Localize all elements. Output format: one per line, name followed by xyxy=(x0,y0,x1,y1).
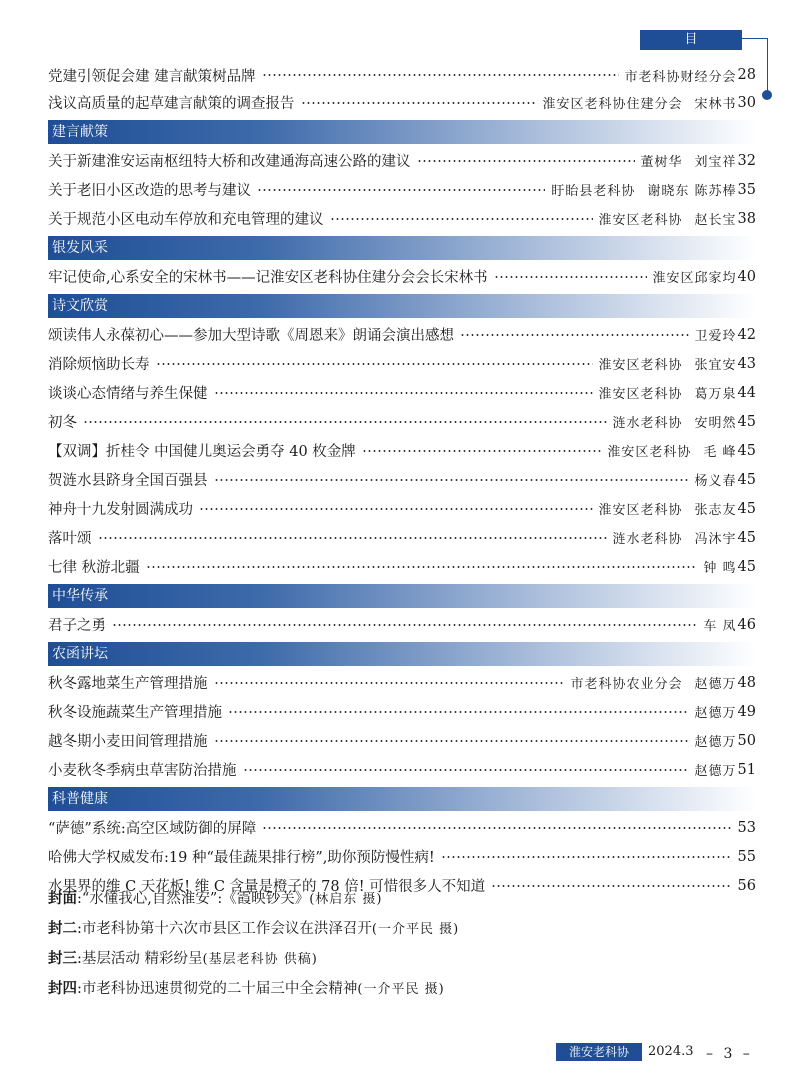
cover-caption xyxy=(48,914,756,944)
tab-connector-horizontal xyxy=(742,38,768,39)
section-heading: 中华传承 xyxy=(48,584,756,608)
toc-entry[interactable] xyxy=(48,262,756,291)
cover-label: 封二 xyxy=(48,921,77,937)
entry-page-number: 45 xyxy=(737,442,756,459)
entry-author: 谢晓东 陈苏棒 xyxy=(647,184,737,199)
entry-author: 赵德万 xyxy=(694,706,737,721)
entry-title: 关于新建淮安运南枢纽特大桥和改建通海高速公路的建议 xyxy=(48,154,411,170)
entry-title: 君子之勇 xyxy=(48,618,106,634)
entry-title: 关于老旧小区改造的思考与建议 xyxy=(48,183,251,199)
entry-page-number: 56 xyxy=(737,877,756,894)
toc-entry[interactable] xyxy=(48,349,756,378)
dot-leader xyxy=(262,827,730,829)
entry-page-number: 46 xyxy=(737,616,756,633)
dot-leader xyxy=(301,102,537,104)
dot-leader xyxy=(330,218,593,220)
entry-author: 卫爱玲 xyxy=(694,329,737,344)
entry-page-number: 35 xyxy=(737,181,756,198)
cover-text: :市老科协第十六次市县区工作会议在洪泽召开 xyxy=(77,921,372,937)
entry-title: 秋冬露地菜生产管理措施 xyxy=(48,676,208,692)
dot-leader xyxy=(214,682,565,684)
footer-page-number: – 3 – xyxy=(706,1046,753,1062)
dot-leader xyxy=(228,711,689,713)
entry-author: 张志友 xyxy=(694,503,737,518)
entry-author: 安明然 xyxy=(694,416,737,431)
entry-page-number: 45 xyxy=(737,413,756,430)
entry-author: 淮安区邱家均 xyxy=(652,271,737,286)
dot-leader xyxy=(214,479,689,481)
entry-page-number: 43 xyxy=(737,355,756,372)
toc-entry[interactable] xyxy=(48,813,756,842)
entry-title: 神舟十九发射圆满成功 xyxy=(48,502,193,518)
toc-entry[interactable] xyxy=(48,842,756,871)
dot-leader xyxy=(243,769,689,771)
toc-entry[interactable] xyxy=(48,146,756,175)
cover-text: :市老科协迅速贯彻党的二十届三中全会精神 xyxy=(77,981,358,997)
section-heading: 建言献策 xyxy=(48,120,756,144)
toc-entry[interactable] xyxy=(48,697,756,726)
entry-org: 董树华 xyxy=(640,155,683,170)
entry-title: 贺涟水县跻身全国百强县 xyxy=(48,473,208,489)
entry-page-number: 49 xyxy=(737,703,756,720)
toc-entry[interactable] xyxy=(48,436,756,465)
cover-credit: (基层老科协 供稿) xyxy=(202,952,318,967)
entry-author: 车 凤 xyxy=(703,619,737,634)
toc-label: 目 录 xyxy=(640,30,742,50)
section-heading: 农函讲坛 xyxy=(48,642,756,666)
footer-journal: 淮安老科协 xyxy=(556,1043,642,1061)
toc-entry[interactable] xyxy=(48,552,756,581)
cover-caption xyxy=(48,944,756,974)
cover-credit: (一介平民 摄) xyxy=(371,922,460,937)
entry-author: 葛万泉 xyxy=(694,387,737,402)
entry-author: 钟 鸣 xyxy=(703,561,737,576)
entry-author: 张宜安 xyxy=(694,358,737,373)
toc-entry[interactable] xyxy=(48,465,756,494)
entry-author: 市老科协财经分会 xyxy=(624,69,737,85)
entry-page-number: 50 xyxy=(737,732,756,749)
entry-page-number: 32 xyxy=(737,152,756,169)
entry-title: 谈谈心态情绪与养生保健 xyxy=(48,386,208,402)
toc-entry[interactable] xyxy=(48,320,756,349)
cover-label: 封面 xyxy=(48,891,77,907)
entry-title: 小麦秋冬季病虫草害防治措施 xyxy=(48,763,237,779)
entry-org: 涟水老科协 xyxy=(612,416,683,431)
tab-connector-vertical xyxy=(767,38,768,96)
entry-page-number: 44 xyxy=(737,384,756,401)
entry-title: 牢记使命,心系安全的宋林书——记淮安区老科协住建分会会长宋林书 xyxy=(48,270,488,286)
section-heading: 诗文欣赏 xyxy=(48,294,756,318)
dot-leader xyxy=(460,334,689,336)
entry-title: 关于规范小区电动车停放和充电管理的建议 xyxy=(48,212,324,228)
entry-title: 消除烦恼助长寿 xyxy=(48,357,150,373)
entry-author: 杨义春 xyxy=(694,474,737,489)
toc-entry[interactable] xyxy=(48,407,756,436)
dot-leader xyxy=(417,160,635,162)
cover-label: 封三 xyxy=(48,951,77,967)
dot-leader xyxy=(214,392,593,394)
entry-org: 市老科协农业分会 xyxy=(570,677,683,692)
entry-author: 赵德万 xyxy=(694,677,737,692)
dot-leader xyxy=(262,74,619,76)
cover-captions xyxy=(48,884,756,1004)
entry-title: 【双调】折桂令 中国健儿奥运会勇夺 40 枚金牌 xyxy=(48,444,356,460)
entry-author: 赵德万 xyxy=(694,735,737,750)
entry-page-number: 51 xyxy=(737,761,756,778)
dot-leader xyxy=(441,856,731,858)
entry-page-number: 45 xyxy=(737,558,756,575)
entry-page-number: 45 xyxy=(737,500,756,517)
toc-entry[interactable] xyxy=(48,755,756,784)
entry-page-number: 28 xyxy=(737,67,756,83)
entry-page-number: 55 xyxy=(737,848,756,865)
dot-leader xyxy=(146,566,698,568)
cover-caption xyxy=(48,974,756,1004)
toc-entry[interactable] xyxy=(48,494,756,523)
entry-page-number: 42 xyxy=(737,326,756,343)
entry-org: 淮安区老科协 xyxy=(598,358,683,373)
entry-title: 颂读伟人永葆初心——参加大型诗歌《周恩来》朗诵会演出感想 xyxy=(48,328,454,344)
entry-author: 赵长宝 xyxy=(694,213,737,228)
table-of-contents xyxy=(48,62,756,900)
entry-title: 落叶颂 xyxy=(48,531,92,547)
footer-year: 2024.3 xyxy=(648,1044,694,1059)
entry-org: 淮安区老科协住建分会 xyxy=(542,97,683,112)
entry-title: 越冬期小麦田间管理措施 xyxy=(48,734,208,750)
entry-page-number: 45 xyxy=(737,471,756,488)
entry-page-number: 38 xyxy=(737,210,756,227)
toc-entry[interactable] xyxy=(48,204,756,233)
entry-page-number: 53 xyxy=(737,819,756,836)
entry-page-number: 40 xyxy=(737,268,756,285)
entry-title: 七律 秋游北疆 xyxy=(48,560,140,576)
entry-author: 宋林书 xyxy=(694,97,737,112)
section-heading: 科普健康 xyxy=(48,787,756,811)
entry-org: 淮安区老科协 xyxy=(598,213,683,228)
entry-page-number: 30 xyxy=(737,94,756,111)
entry-page-number: 45 xyxy=(737,529,756,546)
section-heading: 银发风采 xyxy=(48,236,756,260)
entry-author: 赵德万 xyxy=(694,764,737,779)
entry-org: 淮安区老科协 xyxy=(598,387,683,402)
dot-leader xyxy=(214,740,689,742)
dot-leader xyxy=(199,508,593,510)
cover-caption xyxy=(48,884,756,914)
toc-entry[interactable] xyxy=(48,88,756,117)
dot-leader xyxy=(362,450,602,452)
toc-entry[interactable] xyxy=(48,523,756,552)
toc-entry[interactable] xyxy=(48,62,756,88)
entry-org: 盱眙县老科协 xyxy=(551,184,636,199)
entry-author: 毛 峰 xyxy=(703,445,737,460)
dot-leader xyxy=(112,624,697,626)
toc-entry[interactable] xyxy=(48,175,756,204)
toc-entry[interactable] xyxy=(48,726,756,755)
toc-entry[interactable] xyxy=(48,378,756,407)
toc-entry[interactable] xyxy=(48,668,756,697)
dot-leader xyxy=(83,421,607,423)
dot-leader xyxy=(494,276,647,278)
entry-org: 涟水老科协 xyxy=(612,532,683,547)
entry-title: 水果界的维 C 天花板! 维 C 含量是橙子的 78 倍! 可惜很多人不知道 xyxy=(48,879,486,895)
entry-author: 冯沐宇 xyxy=(694,532,737,547)
tab-dot-icon xyxy=(762,90,772,100)
entry-title: 党建引领促会建 建言献策树品牌 xyxy=(48,68,256,85)
entry-title: “萨德”系统:高空区域防御的屏障 xyxy=(48,821,257,837)
cover-text: :基层活动 精彩纷呈 xyxy=(77,951,203,967)
entry-title: 秋冬设施蔬菜生产管理措施 xyxy=(48,705,222,721)
entry-org: 淮安区老科协 xyxy=(598,503,683,518)
cover-text: :“水懂我心,自然淮安”:《霞映钞关》 xyxy=(77,891,310,907)
cover-credit: (林启东 摄) xyxy=(309,892,383,907)
entry-org: 淮安区老科协 xyxy=(607,445,692,460)
entry-title: 哈佛大学权威发布:19 种“最佳蔬果排行榜”,助你预防慢性病! xyxy=(48,850,435,866)
toc-entry[interactable] xyxy=(48,610,756,639)
cover-label: 封四 xyxy=(48,981,77,997)
entry-title: 浅议高质量的起草建言献策的调查报告 xyxy=(48,96,295,112)
entry-page-number: 48 xyxy=(737,674,756,691)
cover-credit: (一介平民 摄) xyxy=(357,982,445,997)
dot-leader xyxy=(257,189,545,191)
dot-leader xyxy=(156,363,593,365)
entry-title: 初冬 xyxy=(48,415,77,431)
entry-author: 刘宝祥 xyxy=(694,155,737,170)
dot-leader xyxy=(98,537,607,539)
